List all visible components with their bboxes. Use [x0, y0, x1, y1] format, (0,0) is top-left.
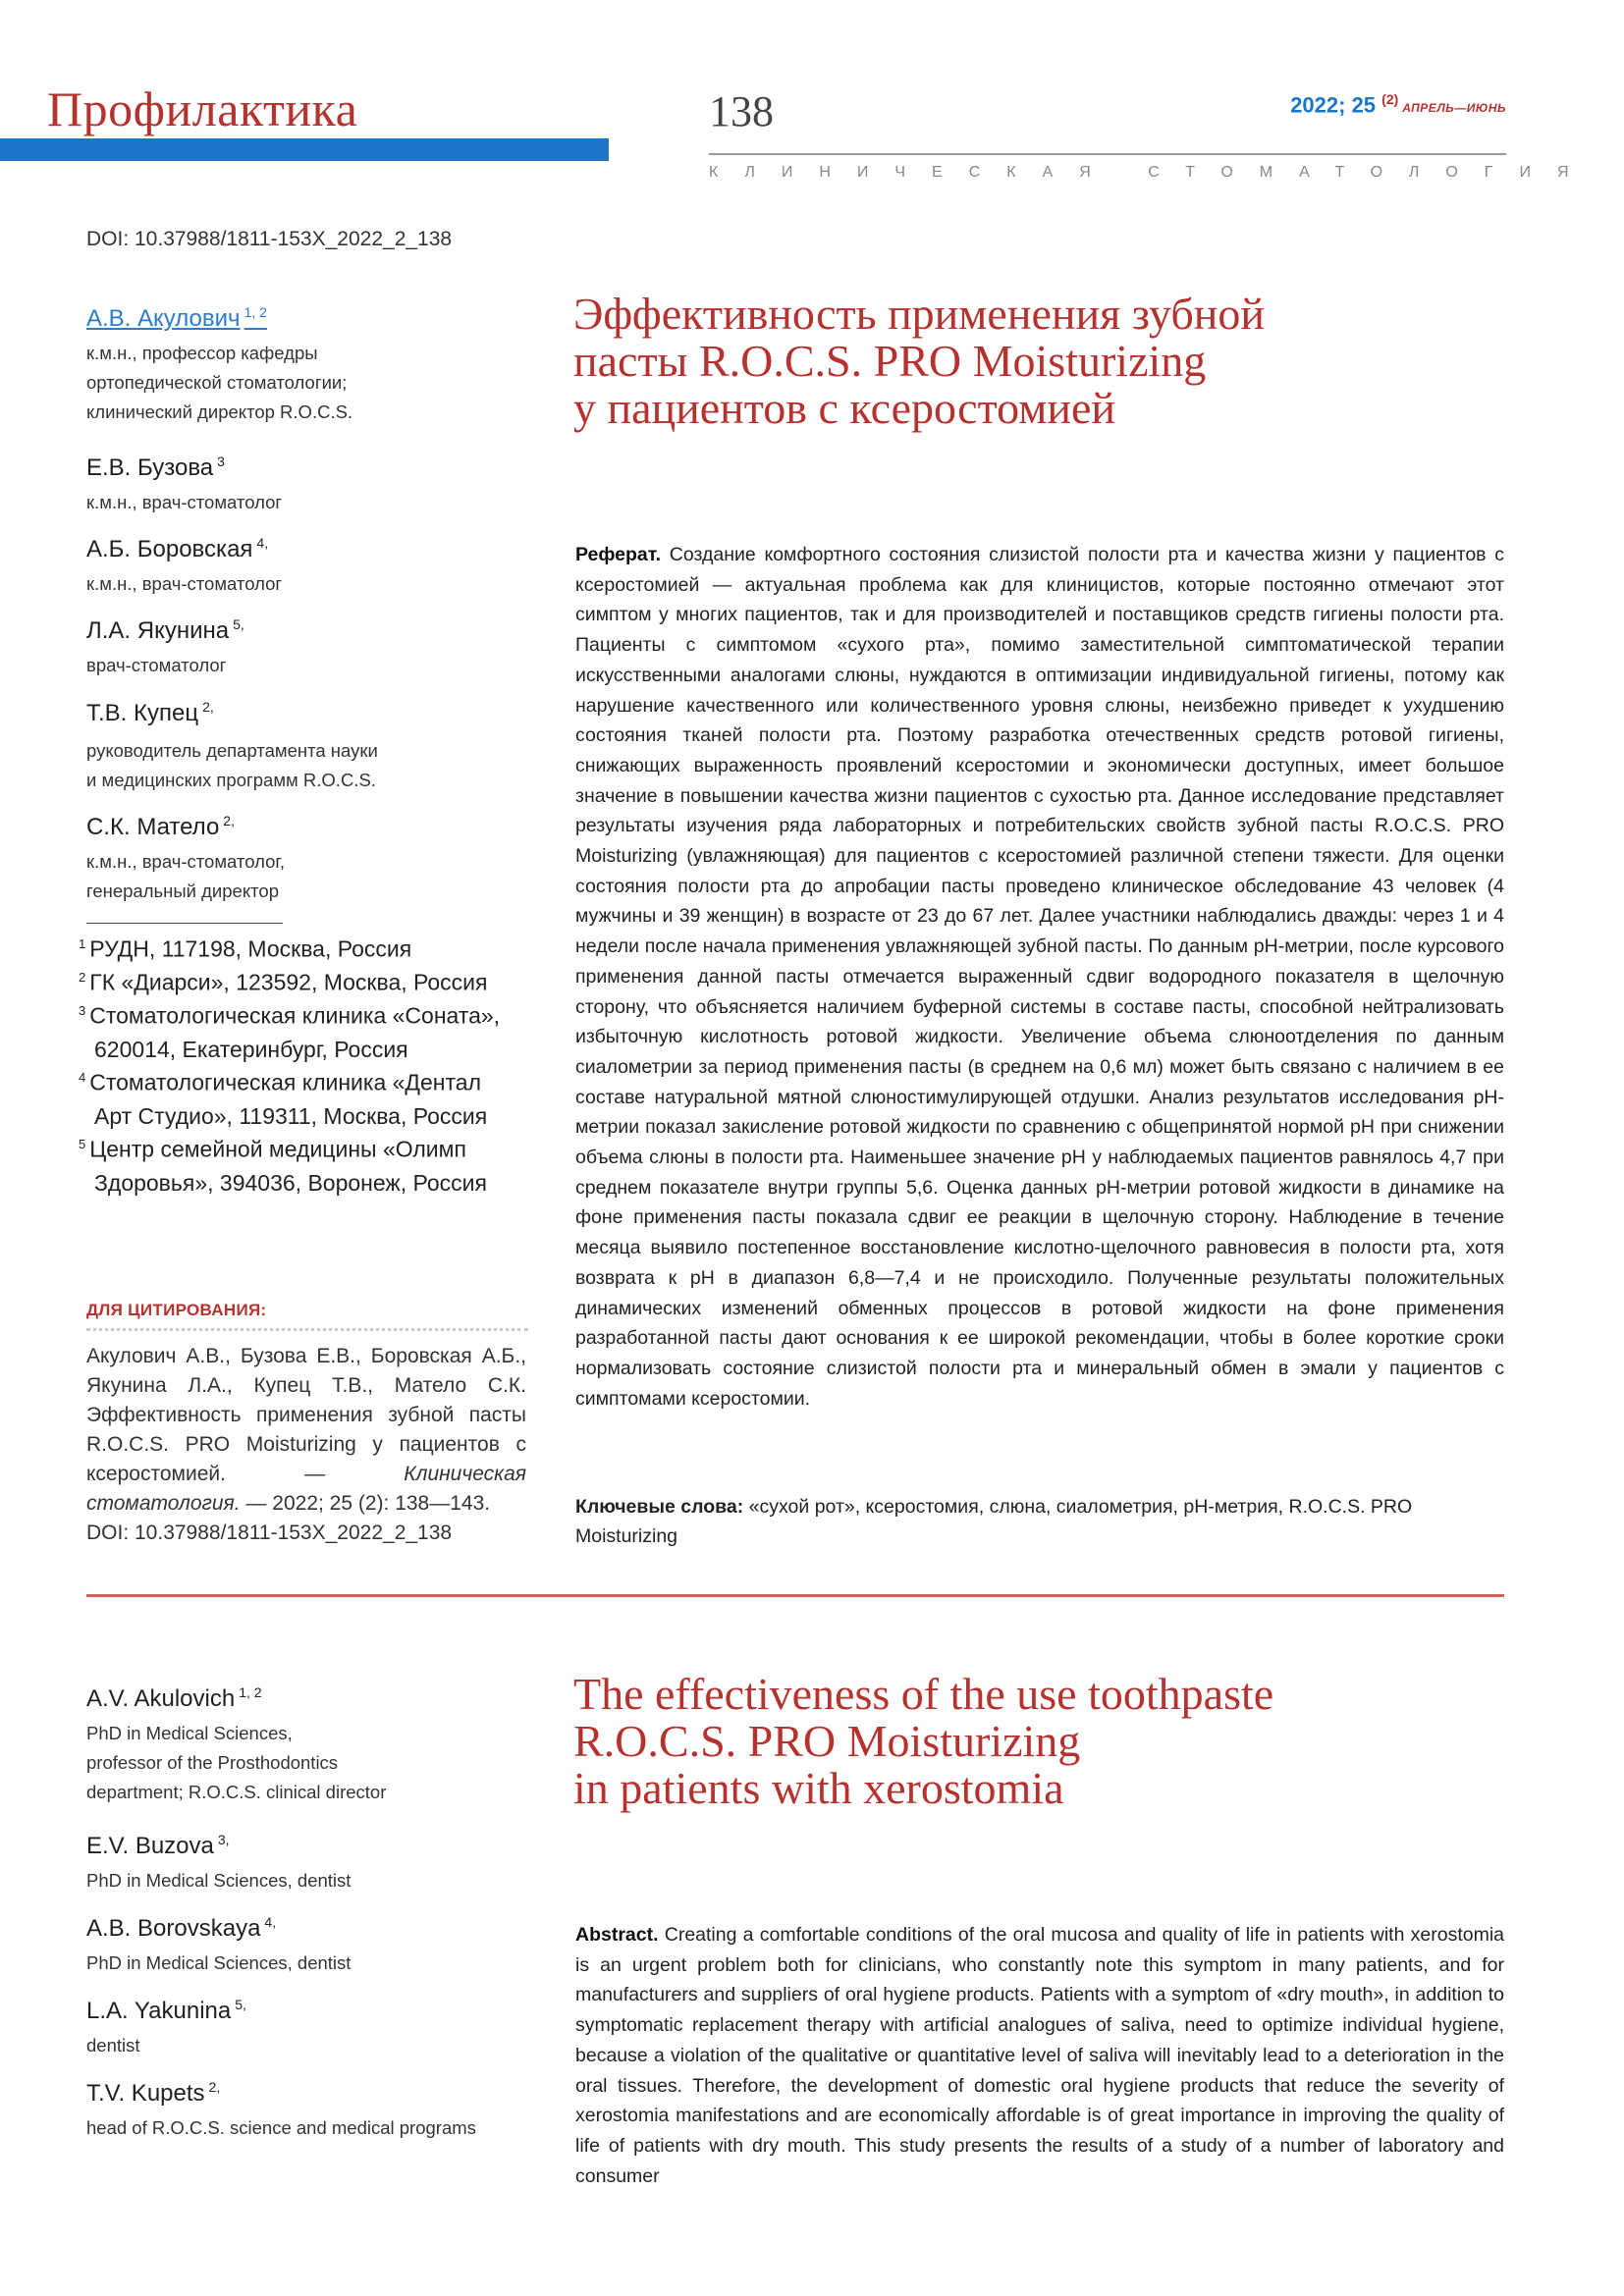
author-sup: 1, 2: [244, 304, 267, 320]
author-sup: 3: [217, 454, 225, 469]
abstract-text: Creating a comfortable conditions of the oral mucosa and quality of life in patients with xerostomia is an urgent problem both for clinicians, who constantly note this symptom in many patients, and for manufacturers and suppliers of oral hygiene products. Patients with a symptom of «dry mouth», in addition to symptomatic replacement therapy with artificial analogues of saliva, need to optimize individual hygiene, because a violation of the qualitative or quantitative level of saliva will inevitably lead to a deterioration in the oral tissues. Therefore, the development of domestic oral hygiene products that reduce the severity of xerostomia manifestations and are economically affordable is of great importance in improving the quality of life of patients with dry mouth. This study presents the results of a study of a number of laboratory and consumer: [575, 1924, 1504, 2187]
author-desc-line: к.м.н., профессор кафедры: [86, 343, 318, 363]
section-divider: [86, 1594, 1504, 1597]
journal-name: КЛИНИЧЕСКАЯ СТОМАТОЛОГИЯ: [709, 164, 1596, 181]
author-name: [86, 813, 235, 842]
author-name: [86, 616, 244, 646]
affiliation-line: Центр семейной медицины «Олимп: [89, 1136, 466, 1162]
section-title: Профилактика: [47, 81, 358, 136]
affiliation-line: Стоматологическая клиника «Дентал: [89, 1069, 481, 1095]
author-name[interactable]: [86, 304, 267, 334]
author-name: [86, 1832, 230, 1861]
title-line: in patients with xerostomia: [573, 1763, 1064, 1813]
author-name: [86, 1684, 262, 1714]
citation-authors: Акулович А.В., Бузова Е.В., Боровская А.Б., Якунина Л.А., Купец Т.В., Матело С.К.: [86, 1345, 526, 1397]
author-desc-line: dentist: [86, 2035, 140, 2056]
author-name-text: Л.А. Якунина: [86, 617, 230, 644]
author-name: [86, 699, 214, 728]
author-desc-line: professor of the Prosthodontics: [86, 1752, 339, 1773]
author-desc: [86, 736, 499, 795]
article-title-en: [573, 1671, 1273, 1812]
affiliation-line: Арт Студио», 119311, Москва, Россия: [94, 1102, 488, 1129]
author-desc: [86, 569, 499, 599]
abstract-text: Создание комфортного состояния слизистой полости рта и качества жизни у пациентов с ксеростомией — актуальная проблема как для клиницистов, которые постоянно отмечают этот симптом у многих пациентов, так и для производителей и поставщиков средств гигиены полости рта. Пациенты с симптомом «сухого рта», помимо заместительной симптоматической терапии искусственными аналогами слюны, нуждаются в оптимизации индивидуальной гигиены, потому как нарушение качественного или количественного уровня слюны, неизбежно приведет к ухудшению состояния тканей полости рта. Поэтому разработка отечественных средств ротовой гигиены, снижающих выраженность проявлений ксеростомии и экономически доступных, имеет большое значение в повышении качества жизни пациентов с сухостью рта. Данное исследование представляет результаты изучения ряда лабораторных и потребительских свойств зубной пасты R.O.C.S. PRO Moisturizing (увлажняющая) для пациентов с ксеростомией различной степени тяжести. Для оценки состояния полости рта до апробации пасты проведено клиническое обследование 43 человек (4 мужчины и 39 женщин) в возрасте от 23 до 67 лет. Далее участники наблюдались дважды: через 1 и 4 недели после начала применения увлажняющей зубной пасты. По данным pH-метрии, после курсового применения данной пасты отмечается выраженный сдвиг водородного показателя в щелочную сторону, что объясняется наличием буферной системы в составе пасты, способной нейтрализовать избыточную кислотность ротовой жидкости. Увеличение объема слюноотделения по данным сиалометрии за период применения пасты (в среднем на 0,6 мл) может быть связано с наличием в ее составе натуральной мятной слюностимулирующей отдушки. Анализ результатов исследования pH-метрии показал закисление ротовой жидкости по сравнению с общепринятой нормой pH при снижении объема слюны в полости рта. Наименьшее значение pH у наблюдаемых пациентов равнялось 4,7 при среднем показателе внутри группы 5,6. Оценка данных pH-метрии ротовой жидкости в динамике на фоне применения пасты показала сдвиг ее реакции в щелочную сторону. Наблюдение в течение месяца выявило постепенное восстановление кислотно-щелочного равновесия в полости рта, хотя возврата к pH в диапазон 6,8—7,4 и не происходило. Полученные результаты положительных динамических изменений обменных процессов в ротовой жидкости на фоне применения разработанной пасты дают основания к ее широкой рекомендации, чтобы в более короткие сроки нормализовать состояние слизистой полости рта и минеральный обмен в эмали у пациентов с симптомами ксеростомии.: [575, 544, 1504, 1410]
issue-number: (2): [1381, 91, 1399, 107]
doi: DOI: 10.37988/1811-153X_2022_2_138: [86, 228, 453, 250]
section-accent-bar: [0, 138, 609, 161]
title-line: R.O.C.S. PRO Moisturizing: [573, 1716, 1081, 1766]
affiliation-sup: 2: [79, 970, 86, 985]
keywords-ru: [575, 1492, 1504, 1551]
author-desc: [86, 651, 499, 680]
affiliation-line: ГК «Диарси», 123592, Москва, Россия: [89, 969, 488, 995]
author-desc-line: генеральный директор: [86, 881, 279, 901]
author-sup: 4,: [264, 1914, 277, 1930]
keywords-label: Ключевые слова:: [575, 1496, 744, 1518]
author-desc: [86, 2113, 558, 2143]
author-desc: [86, 1719, 499, 1807]
affiliation-line: Здоровья», 394036, Воронеж, Россия: [94, 1169, 487, 1196]
author-sup: 2,: [202, 699, 214, 715]
author-desc-line: head of R.O.C.S. science and medical programs: [86, 2117, 476, 2138]
author-desc-line: ортопедической стоматологии;: [86, 372, 348, 393]
affiliation: [79, 1128, 540, 1200]
author-sup: 2,: [208, 2079, 221, 2095]
author-name-text: A.B. Borovskaya: [86, 1915, 261, 1942]
author-sup: 5,: [235, 1997, 246, 2012]
author-desc-line: PhD in Medical Sciences, dentist: [86, 1952, 352, 1973]
title-line: у пациентов с ксеростомией: [573, 383, 1115, 433]
issue-year: 2022; 25: [1290, 92, 1377, 118]
citation-rule: [86, 1328, 528, 1331]
author-name-text: T.V. Kupets: [86, 2080, 205, 2107]
author-sup: 3,: [217, 1832, 230, 1847]
author-name-text: А.Б. Боровская: [86, 536, 253, 562]
affiliation: [79, 928, 540, 966]
author-name-text: Т.В. Купец: [86, 700, 199, 726]
affiliations-rule: [86, 923, 283, 924]
affiliation-sup: 5: [79, 1137, 86, 1151]
header-rule: [709, 153, 1506, 155]
affiliation-line: Стоматологическая клиника «Соната»,: [89, 1002, 501, 1029]
author-desc-line: клинический директор R.O.C.S.: [86, 401, 353, 422]
author-sup: 5,: [233, 616, 244, 632]
author-desc-line: department; R.O.C.S. clinical director: [86, 1782, 387, 1802]
citation-journal: Клиническая стоматология.: [86, 1463, 526, 1515]
affiliation: [79, 961, 540, 999]
author-desc-line: к.м.н., врач-стоматолог: [86, 492, 283, 512]
author-name: [86, 1997, 246, 2026]
author-desc: [86, 1949, 499, 1978]
author-desc-line: руководитель департамента науки: [86, 740, 378, 761]
author-desc-line: и медицинских программ R.O.C.S.: [86, 770, 376, 790]
title-line: Эффективность применения зубной: [573, 289, 1265, 339]
affiliation-sup: 3: [79, 1003, 86, 1018]
author-name-text: С.К. Матело: [86, 814, 220, 840]
citation-doi: DOI: 10.37988/1811-153X_2022_2_138: [86, 1522, 453, 1544]
author-name: [86, 535, 268, 564]
citation-title: Эффективность применения зубной пасты R.O.C.S. PRO Moisturizing у пациентов с ксеростомией. —: [86, 1404, 526, 1485]
affiliation-line: РУДН, 117198, Москва, Россия: [89, 935, 412, 962]
author-desc-line: PhD in Medical Sciences, dentist: [86, 1870, 352, 1891]
author-name: [86, 454, 225, 483]
title-line: пасты R.O.C.S. PRO Moisturizing: [573, 336, 1207, 386]
issue-months: АПРЕЛЬ—ИЮНЬ: [1402, 101, 1506, 116]
author-desc: [86, 488, 499, 517]
affiliation-sup: 1: [79, 936, 86, 951]
author-desc-line: к.м.н., врач-стоматолог,: [86, 851, 286, 872]
affiliation: [79, 994, 540, 1066]
issue-info: [1290, 92, 1506, 116]
author-name: [86, 2079, 220, 2109]
author-desc-line: PhD in Medical Sciences,: [86, 1723, 293, 1743]
abstract-label: Реферат.: [575, 544, 662, 565]
author-name-text: A.V. Akulovich: [86, 1685, 236, 1712]
author-name-text: L.A. Yakunina: [86, 1998, 232, 2024]
article-title-ru: [573, 291, 1265, 432]
author-sup: 2,: [223, 813, 235, 828]
author-name-text: Е.В. Бузова: [86, 454, 214, 481]
author-sup: 1, 2: [239, 1684, 262, 1700]
keywords-text: «сухой рот», ксеростомия, слюна, сиалометрия, pH-метрия, R.O.C.S. PRO Moisturizing: [575, 1496, 1413, 1547]
author-desc: [86, 2031, 499, 2060]
author-desc: [86, 1866, 499, 1896]
author-desc: [86, 847, 499, 906]
abstract-en: [575, 1920, 1504, 2191]
affiliation-line: 620014, Екатеринбург, Россия: [94, 1036, 408, 1062]
page-number: 138: [709, 87, 774, 135]
author-sup: 4,: [256, 535, 269, 551]
citation-details: — 2022; 25 (2): 138—143.: [245, 1492, 491, 1515]
citation-text: [86, 1342, 526, 1548]
author-name-text: А.В. Акулович: [86, 305, 241, 332]
author-desc-line: к.м.н., врач-стоматолог: [86, 573, 283, 594]
affiliation: [79, 1061, 540, 1133]
author-desc-line: врач-стоматолог: [86, 655, 227, 675]
author-name-text: E.V. Buzova: [86, 1833, 214, 1859]
affiliation-sup: 4: [79, 1070, 86, 1085]
author-desc: [86, 339, 499, 427]
author-name: [86, 1914, 276, 1944]
abstract-label: Abstract.: [575, 1924, 659, 1946]
abstract-ru: [575, 540, 1504, 1414]
citation-heading: ДЛЯ ЦИТИРОВАНИЯ:: [86, 1301, 267, 1319]
title-line: The effectiveness of the use toothpaste: [573, 1669, 1274, 1719]
